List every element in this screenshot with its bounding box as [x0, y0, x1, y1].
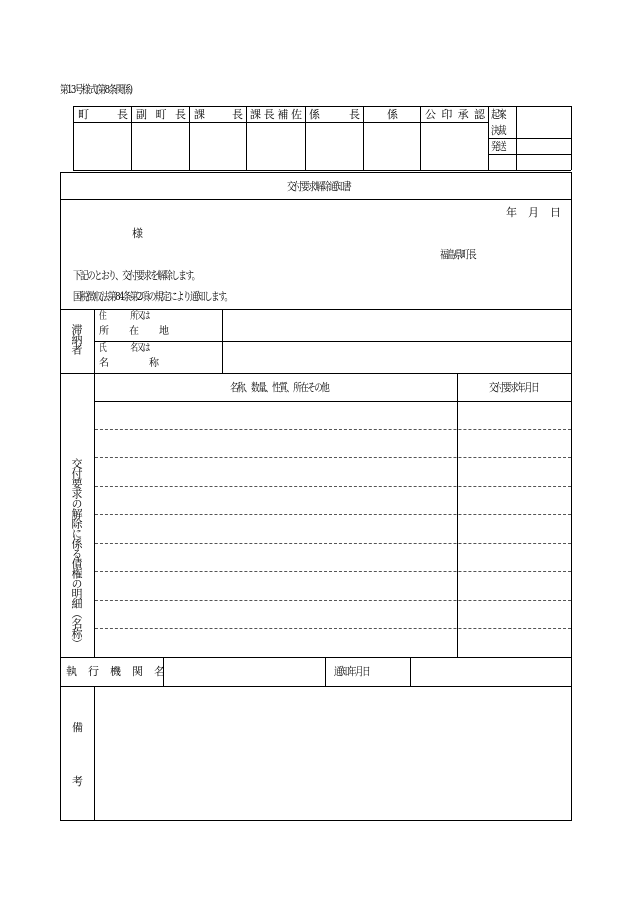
- approval-col-section-chief: 課 長: [194, 108, 243, 121]
- remarks-label-top: 備: [72, 721, 83, 734]
- side-label-decision: 決裁: [491, 124, 506, 137]
- body-line-1: 下記のとおり、交付要求を解除します。: [73, 269, 199, 282]
- issue-date-label: 年 月 日: [506, 206, 561, 219]
- side-label-draft: 起案: [491, 108, 506, 121]
- items-col-date: 交付要求年月日: [489, 381, 539, 394]
- name-label-1: 氏 名又は: [99, 343, 149, 354]
- approval-col-deputy-mayor: 副 町 長: [136, 108, 186, 121]
- issuer-name: 福島県町長: [440, 248, 476, 261]
- name-label-2: 名 称: [99, 358, 159, 369]
- items-date-area[interactable]: [459, 403, 569, 656]
- agency-label: 執 行 機 関 名: [66, 665, 165, 678]
- items-detail-area[interactable]: [96, 403, 455, 656]
- approval-col-staff: 係: [387, 108, 398, 121]
- items-side-heading: 交付要求の解除に係る債権の明細（名称）: [70, 458, 83, 648]
- body-line-2: 国税徴収法第84条第2項の規定により通知します。: [73, 290, 232, 303]
- address-field[interactable]: [224, 311, 569, 340]
- addressee-suffix: 様: [132, 227, 143, 240]
- address-label-2: 所 在 地: [99, 326, 169, 337]
- agency-field[interactable]: [165, 659, 323, 685]
- remarks-label-bottom: 考: [72, 775, 83, 788]
- taxpayer-heading: 滞納者: [70, 324, 83, 354]
- approval-col-mayor: 町 長: [78, 108, 128, 121]
- side-label-dispatch: 発送: [491, 140, 506, 153]
- remarks-field[interactable]: [96, 688, 569, 818]
- approval-col-assistant-chief: 課 長 補 佐: [250, 108, 302, 121]
- form-number: 第13号様式(第8条関係): [60, 83, 132, 96]
- name-field[interactable]: [224, 343, 569, 372]
- document-title: 交付要求解除通知書: [287, 180, 351, 193]
- approval-col-seal: 公 印 承 認: [425, 108, 485, 121]
- notice-date-field[interactable]: [412, 659, 569, 685]
- approval-col-unit-chief: 係 長: [309, 108, 360, 121]
- notice-date-label: 通知年月日: [334, 665, 370, 678]
- items-col-detail: 名称、数量、性質、所在その他: [230, 381, 329, 394]
- address-label-1: 住 所又は: [99, 311, 149, 322]
